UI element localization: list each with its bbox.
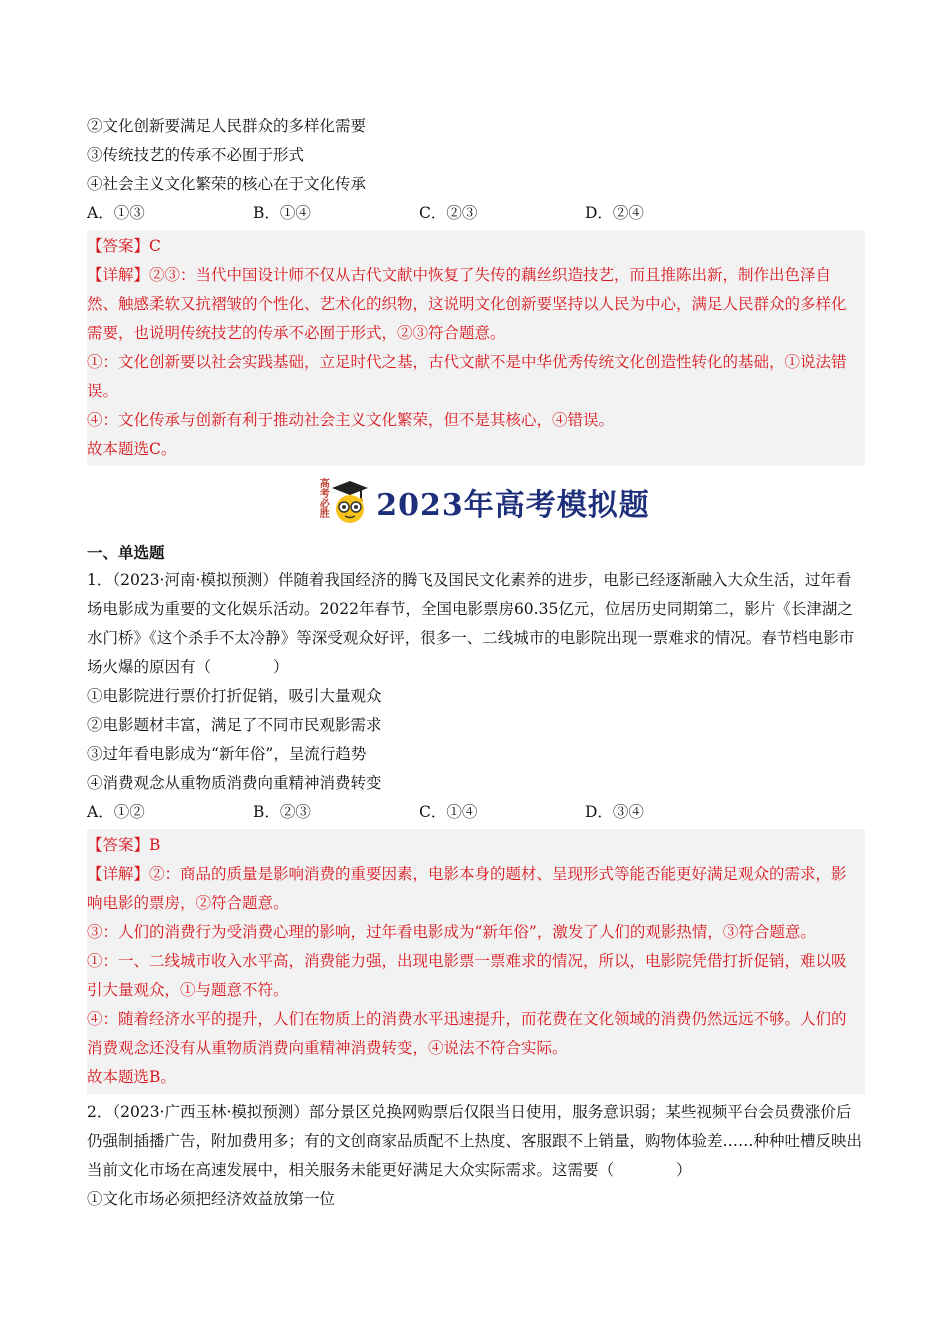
option-statement: ③传统技艺的传承不必囿于形式 <box>87 146 305 164</box>
document-content <box>87 112 865 1214</box>
detail-paragraph: ④：文化传承与创新有利于推动社会主义文化繁荣，但不是其核心，④错误。 <box>87 411 615 429</box>
detail-conclusion: 故本题选C。 <box>87 440 177 458</box>
answer-label: 【答案】B <box>87 836 161 854</box>
answer-label: 【答案】C <box>87 237 161 255</box>
choices-row <box>87 199 865 228</box>
question-stem: 2．（2023·广西玉林·模拟预测）部分景区兑换网购票后仅限当日使用，服务意识弱；某些视频平台会员费涨价后仍强制插播广告，附加费用多；有的文创商家品质配不上热度、客服跟不上销量，购物体验差……种种吐槽反映出当前文化市场在高速发展中，相关服务未能更好满足大众实际需求。这需要（ ） <box>87 1103 863 1179</box>
detail-paragraph: 【详解】②：商品的质量是影响消费的重要因素，电影本身的题材、呈现形式等能否能更好满足观众的需求，影响电影的票房，②符合题意。 <box>87 865 847 912</box>
choices-row <box>87 798 865 827</box>
mascot-icon <box>330 479 370 525</box>
choice-d: D．②④ <box>585 204 644 222</box>
seal-text: 高考必胜 <box>317 478 329 518</box>
choice-b: B．②③ <box>253 803 311 821</box>
detail-paragraph: ④：随着经济水平的提升，人们在物质上的消费水平迅速提升，而花费在文化领域的消费仍然远远不够。人们的消费观念还没有从重物质消费向重精神消费转变，④说法不符合实际。 <box>87 1010 847 1057</box>
section-banner <box>87 470 865 534</box>
detail-paragraph: ①：文化创新要以社会实践基础，立足时代之基，古代文献不是中华优秀传统文化创造性转化的基础，①说法错误。 <box>87 353 847 400</box>
banner-inner <box>302 478 650 526</box>
detail-paragraph: 【详解】②③：当代中国设计师不仅从古代文献中恢复了失传的藕丝织造技艺，而且推陈出新，制作出色泽自然、触感柔软又抗褶皱的个性化、艺术化的织物，这说明文化创新要坚持以人民为中心，满足人民群众的多样化需要，也说明传统技艺的传承不必囿于形式，②③符合题意。 <box>87 266 847 342</box>
question-stem: 1．（2023·河南·模拟预测）伴随着我国经济的腾飞及国民文化素养的进步，电影已经逐渐融入大众生活，过年看场电影成为重要的文化娱乐活动。2022年春节，全国电影票房60.35亿元，位居历史同期第二，影片《长津湖之水门桥》《这个杀手不太冷静》等深受观众好评，很多一、二线城市的电影院出现一票难求的情况。春节档电影市场火爆的原因有（ ） <box>87 571 855 676</box>
option-statement: ④社会主义文化繁荣的核心在于文化传承 <box>87 175 367 193</box>
option-statement: ④消费观念从重物质消费向重精神消费转变 <box>87 774 382 792</box>
choice-c: C．②③ <box>419 204 478 222</box>
section-title: 一、单选题 <box>87 543 165 562</box>
answer-box <box>87 230 865 466</box>
choice-c: C．①④ <box>419 803 478 821</box>
option-statement: ①文化市场必须把经济效益放第一位 <box>87 1190 336 1208</box>
choice-d: D．③④ <box>585 803 644 821</box>
detail-conclusion: 故本题选B。 <box>87 1068 176 1086</box>
detail-paragraph: ①：一、二线城市收入水平高，消费能力强，出现电影票一票难求的情况，所以，电影院凭借打折促销，难以吸引大量观众，①与题意不符。 <box>87 952 847 999</box>
choice-a: A．①② <box>87 803 145 821</box>
option-statement: ②文化创新要满足人民群众的多样化需要 <box>87 117 367 135</box>
option-statement: ①电影院进行票价打折促销，吸引大量观众 <box>87 687 382 705</box>
choice-b: B．①④ <box>253 204 311 222</box>
choice-a: A．①③ <box>87 204 145 222</box>
detail-paragraph: ③：人们的消费行为受消费心理的影响，过年看电影成为“新年俗”，激发了人们的观影热情，③符合题意。 <box>87 923 816 941</box>
answer-box <box>87 829 865 1094</box>
option-statement: ③过年看电影成为“新年俗”，呈流行趋势 <box>87 745 367 763</box>
banner-title: 2023年高考模拟题 <box>376 488 650 523</box>
option-statement: ②电影题材丰富，满足了不同市民观影需求 <box>87 716 382 734</box>
